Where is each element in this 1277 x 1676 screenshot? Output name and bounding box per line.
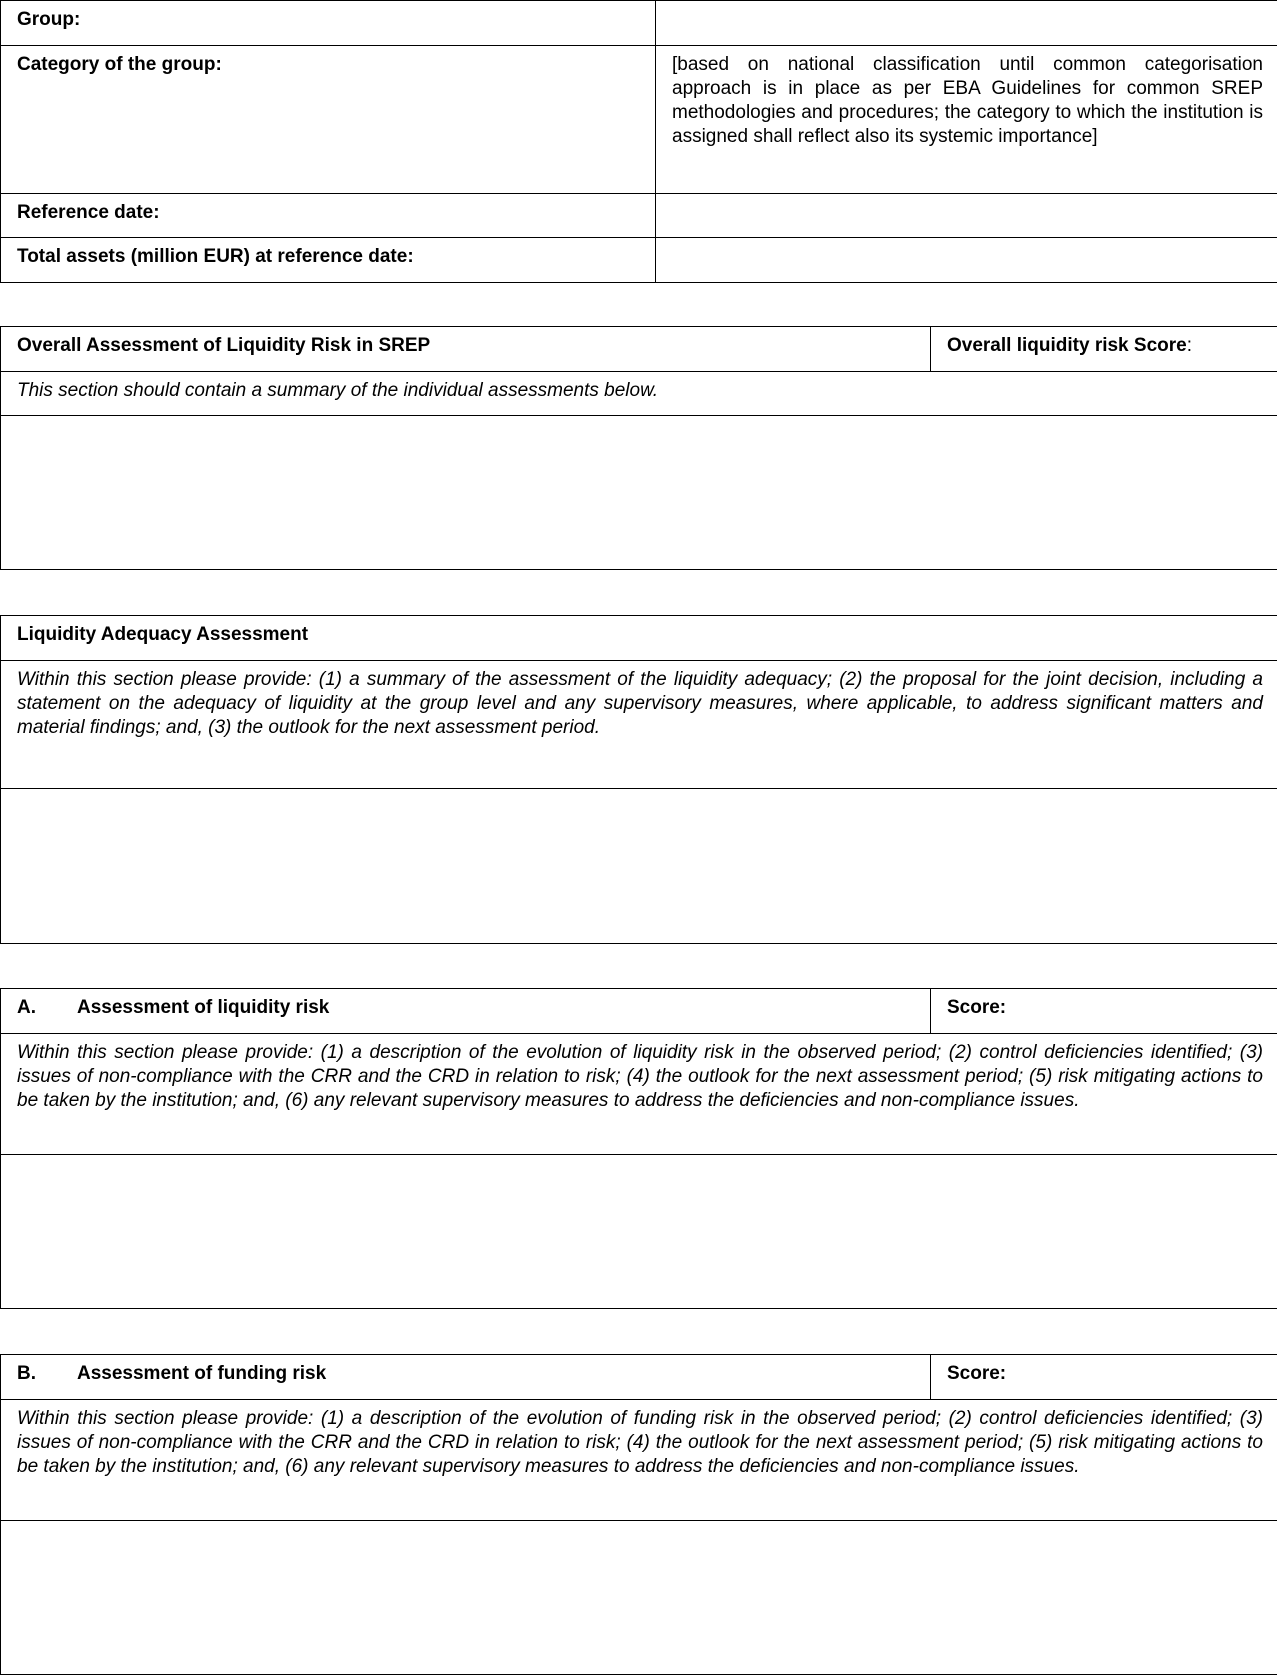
reference-date-value[interactable] xyxy=(656,194,1277,238)
reference-date-row xyxy=(1,194,1277,238)
section-b-title: Assessment of funding risk xyxy=(77,1363,327,1384)
adequacy-content-row xyxy=(1,789,1277,944)
category-row xyxy=(1,46,1277,194)
overall-title: Overall Assessment of Liquidity Risk in SREP xyxy=(1,327,931,372)
overall-header-row xyxy=(1,327,1277,372)
overall-instruction: This section should contain a summary of the individual assessments below. xyxy=(1,372,1277,416)
section-b-header-row xyxy=(1,1355,1277,1400)
group-value[interactable] xyxy=(656,1,1277,46)
section-a-score[interactable]: Score: xyxy=(931,989,1277,1034)
section-a-content-row xyxy=(1,1155,1277,1309)
section-b-score[interactable]: Score: xyxy=(931,1355,1277,1400)
adequacy-content[interactable] xyxy=(1,789,1277,944)
category-value[interactable]: [based on national classification until common categorisation approach is in place as per EBA Guidelines for common SREP methodologies and procedures; the category to which the institution is assigned shall reflect also its systemic importance] xyxy=(656,46,1277,194)
section-a-content[interactable] xyxy=(1,1155,1277,1309)
group-label: Group: xyxy=(1,1,656,46)
overall-content-row xyxy=(1,416,1277,570)
section-a-title: Assessment of liquidity risk xyxy=(77,997,330,1018)
total-assets-value[interactable] xyxy=(656,238,1277,283)
section-a-header-row xyxy=(1,989,1277,1034)
reference-date-label: Reference date: xyxy=(1,194,656,238)
liquidity-adequacy-table xyxy=(0,615,1277,944)
adequacy-title: Liquidity Adequacy Assessment xyxy=(1,616,1277,661)
overall-score-cell[interactable] xyxy=(931,327,1277,372)
total-assets-label: Total assets (million EUR) at reference date: xyxy=(1,238,656,283)
category-label: Category of the group: xyxy=(1,46,656,194)
section-a-letter: A. xyxy=(17,997,36,1018)
overall-instruction-row xyxy=(1,372,1277,416)
section-b-heading xyxy=(1,1355,931,1400)
section-b-instruction: Within this section please provide: (1) a description of the evolution of funding risk in the observed period; (2) control deficiencies identified; (3) issues of non-compliance with the CRR and the CRD in relation to risk; (4) the outlook for the next assessment period; (5) risk mitigating actions to be taken by the institution; and, (6) any relevant supervisory measures to address the deficiencies and non-compliance issues. xyxy=(1,1400,1277,1521)
total-assets-row xyxy=(1,238,1277,283)
overall-score-label: Overall liquidity risk Score xyxy=(947,335,1187,356)
section-b-table xyxy=(0,1354,1277,1675)
adequacy-header-row xyxy=(1,616,1277,661)
section-a-heading xyxy=(1,989,931,1034)
section-b-letter: B. xyxy=(17,1363,36,1384)
section-a-instruction-row xyxy=(1,1034,1277,1155)
group-row xyxy=(1,1,1277,46)
section-b-instruction-row xyxy=(1,1400,1277,1521)
adequacy-instruction: Within this section please provide: (1) a summary of the assessment of the liquidity adequacy; (2) the proposal for the joint decision, including a statement on the adequacy of liquidity at the group level and any supervisory measures, where applicable, to address significant matters and material findings; and, (3) the outlook for the next assessment period. xyxy=(1,661,1277,789)
adequacy-instruction-row xyxy=(1,661,1277,789)
overall-content[interactable] xyxy=(1,416,1277,570)
section-a-instruction: Within this section please provide: (1) a description of the evolution of liquidity risk in the observed period; (2) control deficiencies identified; (3) issues of non-compliance with the CRR and the CRD in relation to risk; (4) the outlook for the next assessment period; (5) risk mitigating actions to be taken by the institution; and, (6) any relevant supervisory measures to address the deficiencies and non-compliance issues. xyxy=(1,1034,1277,1155)
section-b-content-row xyxy=(1,1521,1277,1675)
overall-assessment-table xyxy=(0,326,1277,570)
section-a-table xyxy=(0,988,1277,1309)
section-b-content[interactable] xyxy=(1,1521,1277,1675)
overall-score-colon: : xyxy=(1186,335,1192,356)
group-info-table xyxy=(0,0,1277,283)
